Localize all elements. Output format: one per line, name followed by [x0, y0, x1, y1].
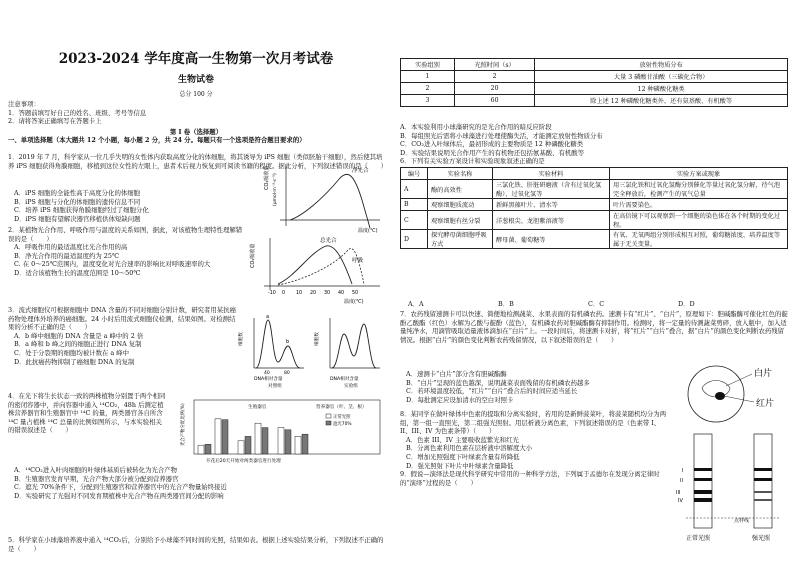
t5-r3-c3: 除上述 12 种磷酸化糖类外，还有氨基酸、有机酸等	[535, 95, 788, 107]
q2-option-c: C. 在 0～25℃范围内，温度变化对光合速率的影响比对呼吸速率的大	[14, 260, 211, 269]
card-red-piece	[715, 392, 725, 400]
q1-option-b: B．iPS 细胞与分化的体细胞的遗传信息不同	[14, 197, 141, 206]
t6-d-name: 探究酵母菌细胞呼吸方式	[428, 230, 493, 249]
band-strong-3	[754, 491, 772, 493]
q5-options	[400, 123, 788, 166]
t6-c-name: 观察细胞有丝分裂	[428, 211, 493, 230]
bar-2-3	[285, 430, 291, 454]
fig2-total-curve	[278, 246, 352, 284]
exam-title: 2023-2024 学年度高一生物第一次月考试卷	[58, 51, 334, 67]
q2-stem: 2．某植物光合作用、呼吸作用与温度的关系如图，据此，对该植物生理特性理解错误的是（ ）	[8, 226, 243, 243]
fig3-right-curve	[332, 324, 376, 368]
q8-option-c: C．增加光照强度下叶绿素含量有所降低	[406, 452, 520, 461]
label-red-piece: 红片	[756, 399, 775, 409]
exam-subtitle: 生物试卷	[177, 75, 214, 85]
t6-d-scheme: 有氧、无氧两组分别形成相互对照，葡萄糖浓度、培养温度等属于无关变量。	[610, 230, 788, 249]
q5-option-d: D．实验结果说明光合作用产生的有机物还包括氨基酸、有机酸等	[400, 148, 585, 157]
fig2-ylabel: CO₂吸收量	[250, 243, 256, 268]
band-normal-2	[694, 478, 712, 481]
q1-stem: 1．2019 年 7 月，科学家从一位几乎失明的女性体内获取高度分化的体细胞，将其诱导为 iPS 细胞（类似胚胎干细胞），然后使其培养 iPS 细胞获得角膜细胞，移植到这位女性的左眼上，患者术后视力恢复到可阅读书籍的程度。据此分析，下列叙述错误的是（ ）	[8, 153, 388, 170]
chart-legend-shade: 遮光70%	[333, 422, 352, 427]
bar-2-0	[295, 436, 301, 454]
t5-r3-c2: 60	[454, 95, 534, 107]
notes	[8, 100, 384, 145]
notes-heading: 注意事项：	[8, 100, 40, 108]
q1-option-c: C．培养 iPS 细胞获得角膜细胞经过了细胞分化	[14, 206, 149, 215]
q7-option-d: D．每批测定应设加清水的空白对照卡	[406, 395, 514, 404]
fig3-right-title: 细胞数	[315, 332, 320, 346]
fig2-resp-label: 呼吸	[352, 258, 364, 264]
fig3-left-title: 细胞数	[239, 332, 244, 346]
q6-answer-b: B．B	[498, 300, 514, 308]
band-label-2: II	[680, 478, 683, 484]
fig3-peak-b: b	[286, 339, 290, 345]
q5-option-c: C．CO₂进入叶绿体后，最初形成的主要物质是 12 种磷酸化糖类	[400, 140, 584, 149]
bar-1-2	[238, 441, 244, 454]
chart-ylabel: 光合产物分配比例(%)	[181, 403, 186, 446]
q8-stem: 8．某同学在做叶绿体中色素的提取和分离实验时，若用的是新鲜菠菜叶，将菠菜随机均分为两组，第一组一直照光，第二组强光照射。用层析液分离色素，下列叙述错误的是（色素带 I、II、III、IV 为色素条带）（ ）	[400, 410, 667, 436]
q3-stem: 3．流式细胞仪可根据细胞中 DNA 含量的不同对细胞分别计数，研究者用某抗癌药物处理体外培养的癌细胞。24 小时后用流式细胞仪检测，结果如图。对检测结果的分析不正确的是（ ）	[8, 306, 236, 332]
question-7	[400, 310, 788, 344]
label-white-piece: 白片	[754, 369, 773, 379]
band-strong-2	[754, 478, 772, 481]
strip-normal-label: 正常光照	[686, 535, 711, 542]
fig1-curve-label: 净光合	[352, 168, 369, 174]
t6-header-name: 实验名称	[428, 168, 493, 180]
question-5	[8, 536, 384, 553]
band-normal-4	[694, 498, 712, 502]
chart-bars	[198, 419, 308, 454]
fig2-total-label: 总光合	[320, 238, 337, 244]
fig2-tick-3: 20	[310, 291, 317, 296]
figure-flow-cytometry	[240, 312, 386, 388]
fig2-xlabel: 温度(℃)	[344, 299, 364, 305]
question-4	[8, 392, 168, 435]
t6-c-id: C	[401, 211, 428, 230]
question-8	[400, 410, 668, 487]
q3-option-d: D．此抗癌药物抑制了癌细胞 DNA 的复制	[14, 357, 135, 366]
bar-2-1	[302, 434, 308, 454]
spot-line-label: 点样线	[734, 518, 750, 524]
q1-option-d: D．iPS 细胞有望解决器官移植供体短缺问题	[14, 214, 141, 223]
chart-legend-right: 营养器官（叶、茎、根）	[316, 405, 367, 410]
q4-options	[14, 466, 384, 500]
bar-0-2	[198, 445, 204, 454]
t5-r1-c3: 大量 3 磷酸甘油酸（三碳化合物）	[535, 71, 788, 83]
band-normal-3	[694, 490, 712, 494]
q4-option-d: D．实验研究了光强对不同发育期植株中光合产物在两类器官间分配的影响	[14, 491, 224, 500]
t5-header-group: 实验组别	[401, 59, 455, 71]
q2-option-d: D．适合该植物生长的温度范围是 10～50℃	[14, 268, 141, 277]
t6-c-scheme: 在高倍镜下可以观察到一个细胞的染色体在各个时期的变化过程。	[610, 211, 788, 230]
t5-header-distribution: 放射性物质分布	[535, 59, 788, 71]
q6-answer-a: A．A	[408, 300, 424, 308]
t5-r2-c1: 2	[401, 83, 455, 95]
fig2-tick-0: -10	[268, 291, 276, 296]
t5-r2-c2: 20	[454, 83, 534, 95]
bar-2-2	[278, 428, 284, 454]
section-instruction: 一、单项选择题（本大题共 12 个小题，每小题 2 分，共 24 分。每题只有一个选项是符合题目要求的）	[8, 136, 306, 145]
q4-option-a: A．¹⁴CO₂进入叶肉细胞的叶绿体基质后被转化为光合产物	[14, 466, 178, 474]
t6-a-scheme: 用三氯化铁和过氧化氢酶分别催化等量过氧化氢分解，待气泡完全释放后，检测产生的氧气总量	[610, 180, 788, 199]
figure-test-card	[672, 356, 790, 426]
q8-option-b: B．分离色素利用色素在层析液中溶解度大小	[406, 444, 533, 453]
q6-answer-d: D．D	[678, 300, 695, 308]
band-strong-4	[754, 499, 772, 501]
question-3	[8, 306, 240, 366]
fig3-left-sub: 对照组	[268, 384, 282, 389]
bar-1-0	[255, 423, 261, 454]
q7-option-c: C．若环境温度较低，“红片”“白片”叠合后的时间应适当延长	[406, 387, 578, 396]
t6-b-material: 新鲜黑藻叶片、清水等	[493, 199, 610, 211]
q7-option-a: A．速测卡“白片”部分含有胆碱酯酶	[406, 370, 507, 378]
fig3-tick-80: 80	[284, 371, 290, 376]
figure-chromatography	[672, 428, 790, 556]
band-normal-1	[694, 468, 712, 471]
fig3-left-curve	[256, 320, 300, 368]
fig2-tick-4: 30	[324, 291, 331, 296]
q1-options	[14, 189, 254, 223]
t5-header-time: 光照时间（s）	[454, 59, 534, 71]
t6-d-id: D	[401, 230, 428, 249]
table-q6	[400, 167, 788, 249]
fig3-left-x: DNA相对含量	[254, 377, 283, 382]
fig1-unit: (μmol·m⁻²·s⁻¹)	[273, 173, 278, 206]
band-strong-1	[754, 468, 772, 471]
t6-b-name: 观察细胞质流动	[428, 199, 493, 211]
t5-r3-c1: 3	[401, 95, 455, 107]
t6-header-scheme: 实验方案或现象	[610, 168, 788, 180]
fig2-tick-1: 0	[282, 291, 286, 296]
fig3-right-sub: 实验组	[344, 384, 358, 389]
t5-r2-c3: 12 种磷酸化糖类	[535, 83, 788, 95]
fig3-tick-40: 40	[264, 371, 270, 376]
fig2-tick-5: 40	[338, 291, 345, 296]
white-pointer	[726, 374, 752, 386]
q9-stem: 9．假说—演绎法是现代科学研究中常用的一种科学方法，下列属于孟德尔在发现分离定律时的“演绎”过程的是（ ）	[400, 470, 660, 487]
section-title: 第 I 卷（选择题）	[169, 127, 223, 136]
t6-d-material: 酵母菌、葡萄糖等	[493, 230, 610, 249]
band-label-3: III	[676, 490, 681, 496]
q4-option-b: B．生殖器官发育早期，光合产物大部分被分配到营养器官	[14, 474, 179, 483]
bar-0-1	[222, 420, 228, 454]
chart-legend-left: 生殖器官	[248, 405, 267, 410]
fig1-ylabel: CO₂吸收量	[264, 165, 270, 190]
q8-option-d: D．强光照射下叶片中叶绿素含量降低	[406, 461, 514, 470]
t5-r1-c1: 1	[401, 71, 455, 83]
q7-option-b: B．“白片”呈现的蓝色越深，说明蔬菜表面残留的有机磷农药越多	[406, 378, 590, 387]
fig2-tick-2: 10	[296, 291, 303, 296]
t6-b-scheme: 叶片需要染色。	[610, 199, 788, 211]
t6-a-id: A	[401, 180, 428, 199]
bar-0-0	[215, 419, 221, 454]
band-label-4: IV	[678, 498, 683, 504]
figure-total-respiration	[248, 232, 386, 306]
q6-answers	[408, 300, 788, 309]
q4-stem: 4．在光下将生长状态一致的两株植物分别置于两个相同的密闭容器中，并向容器中通入 ¹⁴CO₂，48h 后测定植株营养器官和生殖器官中 ¹⁴C 的量，两类器官各自所含 ¹⁴C 量占植株 ¹⁴C 总量的比例如图所示，与本实验相关的错误叙述是（ ）	[8, 392, 166, 435]
note-1: 1．答题前填写好自己的姓名、班级、考号等信息	[8, 108, 147, 117]
t6-header-id: 编号	[401, 168, 428, 180]
red-pointer	[724, 396, 754, 402]
t6-b-id: B	[401, 199, 428, 211]
legend-swatch-normal	[326, 414, 331, 418]
band-label-1: I	[682, 468, 684, 474]
chart-legend-normal: 正常光照	[333, 415, 351, 420]
bar-1-3	[245, 436, 251, 454]
q3-option-c: C．处于分裂期的细胞均被计数在 a 峰中	[14, 348, 130, 357]
q5-option-b: B．每组照光后需将小球藻进行处理使酶失活，才能测定放射性物质分布	[400, 131, 603, 140]
fig2-tick-6: 50	[352, 291, 359, 296]
figure-photosynthate-allocation	[176, 396, 384, 466]
fig3-right-x: DNA相对含量	[330, 377, 359, 382]
q7-stem: 7．农药残留速测卡可以快速、简便地检测蔬菜、水果表面的有机磷农药。速测卡有“红片”、“白片”，原理如下：胆碱酯酶可催化红色的靛酚乙酸酯（红色）水解为乙酸与靛酚（蓝色），有机磷农药对胆碱酯酶有抑制作用。检测时，将一定量的待测蔬菜剪碎，放入瓶中，加入适量纯净水，用滴管吸取适量液体滴加在“白片”上。一段时间后，将速测卡对折，将“红片”“白片”叠合，据“白片”的颜色变化判断农药残留情况。根据“白片”的颜色变化判断农药残留情况，以下叙述错误的是（ ）	[400, 310, 788, 344]
q4-option-c: C．遮光 70%条件下，分配到生殖器官和营养器官中的光合产物量始终接近	[14, 483, 227, 492]
chart-x-caption: 开花后20天开始对两类器官进行处理	[206, 459, 281, 464]
t6-a-name: 酶的高效性	[428, 180, 493, 199]
q1-option-a: A．iPS 细胞的全能性高于高度分化的体细胞	[14, 189, 141, 197]
bar-0-3	[205, 444, 211, 454]
question-2	[8, 226, 248, 278]
t6-header-material: 实验材料	[493, 168, 610, 180]
fig1-xlabel: 温度(℃)	[358, 228, 378, 234]
q2-option-a: A．呼吸作用的最适温度比光合作用的高	[14, 243, 128, 252]
t5-r1-c2: 2	[454, 71, 534, 83]
q7-options	[406, 370, 672, 404]
q6-stem: 6．下列有关实验方案设计和实验现象叙述正确的是	[400, 157, 545, 166]
t6-c-material: 洋葱根尖、龙胆紫溶液等	[493, 211, 610, 230]
legend-swatch-shade	[326, 421, 331, 425]
strip-strong-label: 强光照	[752, 535, 771, 542]
note-2: 2．请将答案正确填写在答题卡上	[8, 117, 102, 126]
t6-a-material: 三氯化铁、肝脏研磨液（含有过氧化氢酶）、过氧化氢等	[493, 180, 610, 199]
q5-option-a: A．本实验利用小球藻研究的是光合作用的暗反应阶段	[400, 123, 552, 131]
q3-option-a: A．b 峰中细胞的 DNA 含量是 a 峰中的 2 倍	[14, 331, 144, 340]
bar-1-1	[262, 428, 268, 454]
table-q5	[400, 58, 788, 107]
total-score: 总分 100 分	[179, 91, 213, 98]
q2-option-b: B．净光合作用的最适温度约为 25℃	[14, 251, 120, 260]
q3-option-b: B．a 峰和 b 峰之间的细胞正进行 DNA 复制	[14, 340, 142, 349]
fig3-peak-a: a	[266, 314, 270, 320]
figure-net-photosynthesis	[262, 160, 386, 234]
q6-answer-c: C．C	[588, 300, 605, 308]
q8-option-a: A．色素 III、IV 主要吸收蓝紫光和红光	[406, 435, 519, 444]
fig2-resp-curve	[278, 248, 364, 285]
q5-stem: 5．科学家在小球藻培养液中通入 ¹⁴CO₂后，分别给予小球藻不同时间的光照，结果如表。根据上述实验结果分析，下列叙述不正确的是（ ）	[8, 536, 384, 553]
